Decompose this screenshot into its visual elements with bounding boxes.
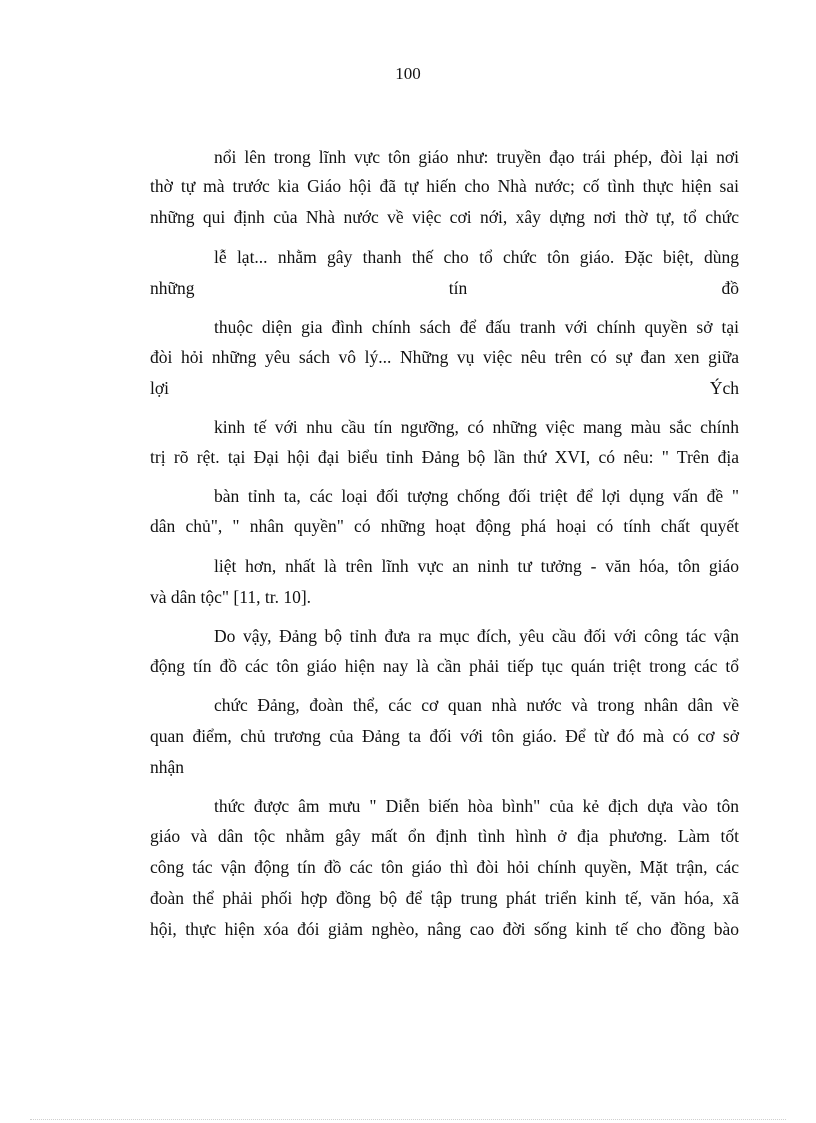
text-line: lợi Ých [150,378,739,398]
text-line: thức được âm mưu " Diễn biến hòa bình" của kẻ địch dựa vào tôn [214,796,739,816]
text-line: công tác vận động tín đồ các tôn giáo thì đòi hỏi chính quyền, Mặt trận, các [150,857,739,877]
text-line: bàn tỉnh ta, các loại đối tượng chống đối triệt để lợi dụng vấn đề " [214,486,739,506]
text-line: chức Đảng, đoàn thể, các cơ quan nhà nước và trong nhân dân về [214,695,739,715]
text-line: dân chủ", " nhân quyền" có những hoạt động phá hoại có tính chất quyết [150,516,739,536]
text-line: đòi hỏi những yêu sách vô lý... Những vụ việc nêu trên có sự đan xen giữa [150,347,739,367]
text-line: thuộc diện gia đình chính sách để đấu tranh với chính quyền sở tại [214,317,739,337]
text-line: giáo và dân tộc nhằm gây mất ổn định tình hình ở địa phương. Làm tốt [150,826,739,846]
text-line: quan điểm, chủ trương của Đảng ta đối với tôn giáo. Để từ đó mà có cơ sở [150,726,739,746]
bottom-divider [30,1119,786,1120]
text-line: đoàn thể phải phối hợp đồng bộ để tập trung phát triển kinh tế, văn hóa, xã [150,888,739,908]
text-line: và dân tộc" [11, tr. 10]. [150,587,312,607]
text-line: nổi lên trong lĩnh vực tôn giáo như: truyền đạo trái phép, đòi lại nơi [214,147,739,167]
text-line: hội, thực hiện xóa đói giảm nghèo, nâng cao đời sống kinh tế cho đồng bào [150,919,739,939]
text-line: kinh tế với nhu cầu tín ngưỡng, có những việc mang màu sắc chính [214,417,739,437]
text-line: liệt hơn, nhất là trên lĩnh vực an ninh tư tưởng - văn hóa, tôn giáo [214,556,739,576]
text-line: những tín đồ [150,278,739,298]
text-line: thờ tự mà trước kia Giáo hội đã tự hiến cho Nhà nước; cố tình thực hiện sai [150,176,739,196]
page-number: 100 [395,64,421,83]
text-line: lễ lạt... nhằm gây thanh thế cho tổ chức tôn giáo. Đặc biệt, dùng [214,247,739,267]
text-line: động tín đồ các tôn giáo hiện nay là cần phải tiếp tục quán triệt trong các tổ [150,656,739,676]
text-line: trị rõ rệt. tại Đại hội đại biểu tỉnh Đảng bộ lần thứ XVI, có nêu: " Trên địa [150,447,739,467]
text-line: nhận [150,757,185,777]
text-line: những qui định của Nhà nước về việc cơi nới, xây dựng nơi thờ tự, tổ chức [150,207,739,227]
text-line: Do vậy, Đảng bộ tỉnh đưa ra mục đích, yêu cầu đối với công tác vận [214,626,739,646]
